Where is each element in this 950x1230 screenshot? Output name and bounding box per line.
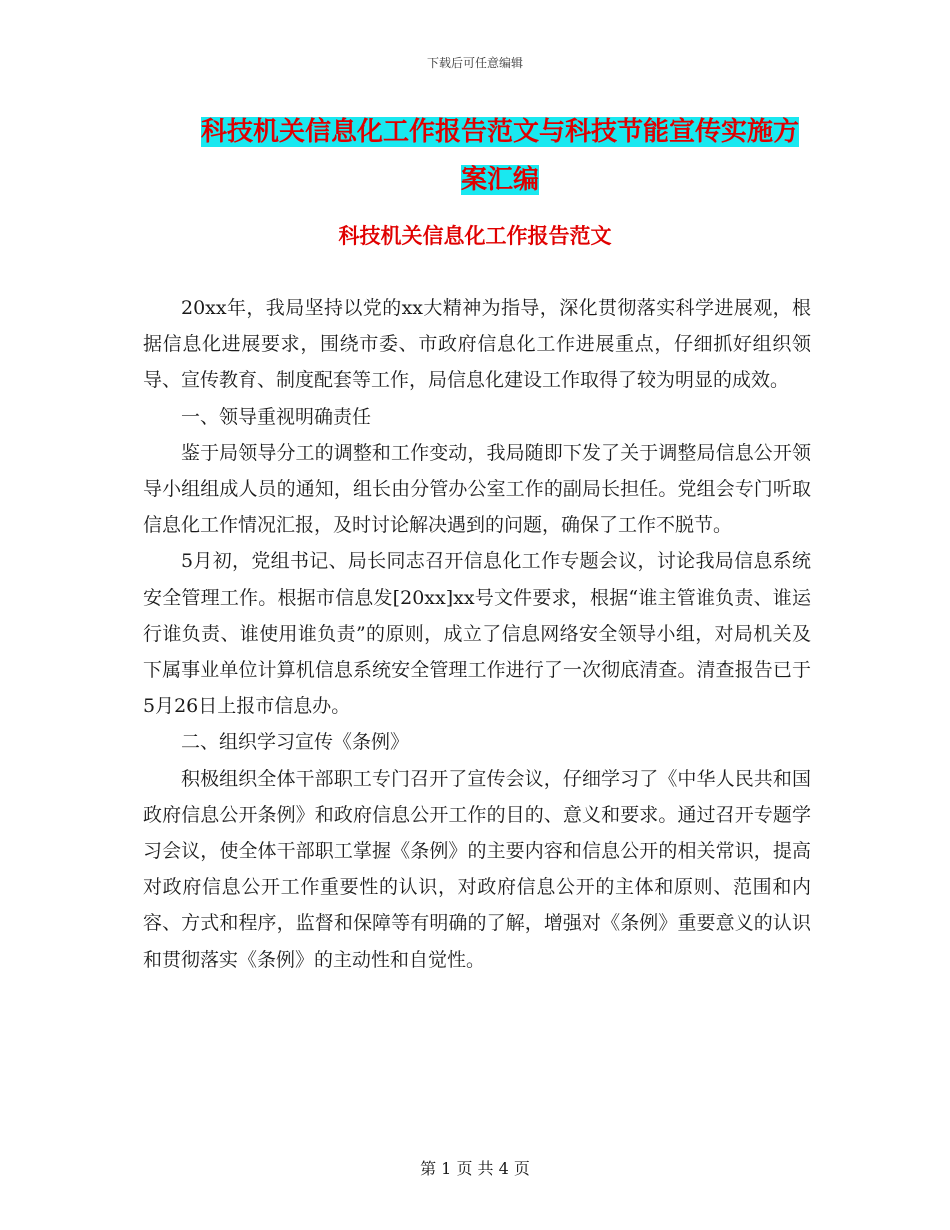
document-title [180, 108, 820, 204]
heading-leadership: 一、领导重视明确责任 [181, 405, 372, 428]
section-title: 科技机关信息化工作报告范文 [338, 224, 612, 248]
paragraph-security: 5月初，党组书记、局长同志召开信息化工作专题会议，讨论我局信息系统安全管理工作。根据市信息发[20xx]xx号文件要求，根据“谁主管谁负责、谁运行谁负责、谁使用谁负责”的原则，成立了信息网络安全领导小组，对局机关及下属事业单位计算机信息系统安全管理工作进行了一次彻底清查。清查报告已于5月26日上报市信息办。 [143, 550, 811, 718]
document-title-line-2: 案汇编 [460, 165, 539, 195]
body-text [143, 290, 811, 978]
paragraph-regulations: 积极组织全体干部职工专门召开了宣传会议，仔细学习了《中华人民共和国政府信息公开条例》和政府信息公开工作的目的、意义和要求。通过召开专题学习会议，使全体干部职工掌握《条例》的主要内容和信息公开的相关常识，提高对政府信息公开工作重要性的认识，对政府信息公开的主体和原则、范围和内容、方式和程序，监督和保障等有明确的了解，增强对《条例》重要意义的认识和贯彻落实《条例》的主动性和自觉性。 [143, 767, 811, 971]
paragraph-intro: 20xx年，我局坚持以党的xx大精神为指导，深化贯彻落实科学进展观，根据信息化进展要求，围绕市委、市政府信息化工作进展重点，仔细抓好组织领导、宣传教育、制度配套等工作，局信息化建设工作取得了较为明显的成效。 [143, 297, 811, 392]
document-title-line-1: 科技机关信息化工作报告范文与科技节能宣传实施方 [200, 117, 799, 147]
page-number: 第 1 页 共 4 页 [420, 1159, 530, 1178]
heading-regulations: 二、组织学习宣传《条例》 [181, 731, 410, 754]
header-note: 下载后可任意编辑 [426, 56, 523, 70]
paragraph-leadership: 鉴于局领导分工的调整和工作变动，我局随即下发了关于调整局信息公开领导小组组成人员的通知，组长由分管办公室工作的副局长担任。党组会专门听取信息化工作情况汇报，及时讨论解决遇到的问题，确保了工作不脱节。 [143, 441, 811, 537]
